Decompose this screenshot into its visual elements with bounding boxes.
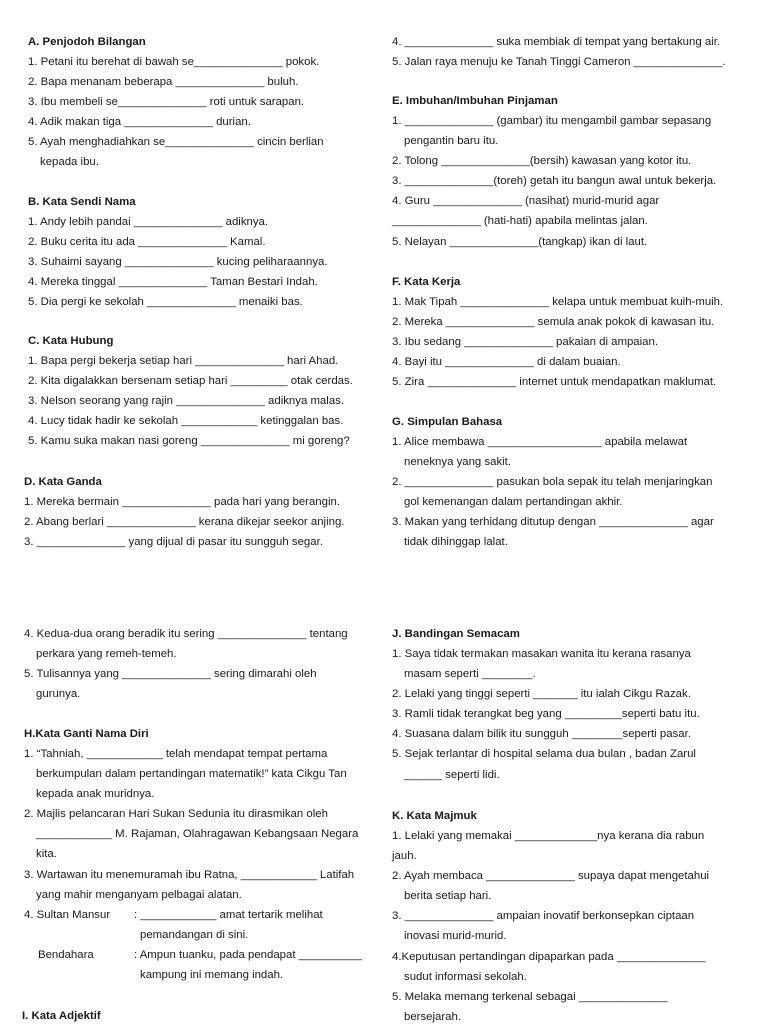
exercise-line: 4. Bayi itu ______________ di dalam buaian. [392,356,621,369]
exercise-line: perkara yang remeh-temeh. [36,648,177,661]
exercise-line: 3. Wartawan itu menemuramah ibu Ratna, ____________ Latifah [24,868,355,881]
exercise-line: 1. Lelaki yang memakai _____________nya kerana dia rabun [392,830,705,842]
section-k [392,806,752,1027]
section-d [24,472,368,552]
exercise-line: 3. Ibu sedang ______________ pakaian di ampaian. [392,336,659,349]
section-heading: B. Kata Sendi Nama [28,196,136,208]
dialogue-line [24,905,364,925]
section-g-continued [24,624,364,704]
exercise-line: neneknya yang sakit. [404,456,512,469]
dialogue-block [24,905,364,986]
dialogue-speaker: 4. Sultan Mansur [24,908,111,921]
exercise-line: 1. Saya tidak termakan masakan wanita itu kerana rasanya [392,648,691,660]
exercise-line: 3. Makan yang terhidang ditutup dengan ______________ agar [392,516,714,529]
exercise-line: 3. Ramli tidak terangkat beg yang _________seperti batu itu. [392,708,700,721]
exercise-line: 1. Alice membawa __________________ apabila melawat [392,436,688,448]
exercise-line: 1. “Tahniah, ____________ telah mendapat tempat pertama [24,748,328,760]
section-a [28,32,368,173]
exercise-line: 2. ______________ pasukan bola sepak itu telah menjaringkan [392,476,713,489]
section-heading: H.Kata Ganti Nama Diri [24,728,149,740]
exercise-line: 5. Sejak terlantar di hospital selama dua bulan , badan Zarul [392,748,696,761]
exercise-line: 5. Melaka memang terkenal sebagai ______________ [392,990,668,1003]
dialogue-speech: : ____________ amat tertarik melihat [134,908,323,921]
section-i [22,1006,364,1026]
exercise-line: 2. Ayah membaca ______________ supaya dapat mengetahui [392,870,710,883]
exercise-line: 1. Mak Tipah ______________ kelapa untuk membuat kuih-muih. [392,296,724,308]
exercise-line: 4. Adik makan tiga ______________ durian. [28,116,251,129]
section-j [392,624,752,785]
exercise-line: 2. Abang berlari ______________ kerana dikejar seekor anjing. [24,516,345,529]
exercise-line: gol kemenangan dalam pertandingan akhir. [404,496,623,509]
section-heading: I. Kata Adjektif [22,1010,101,1022]
dialogue-speaker: Bendahara [38,948,94,961]
exercise-line: gurunya. [36,688,81,701]
section-d-continued [392,32,752,72]
exercise-line: jauh. [392,850,417,863]
exercise-line: 3. Suhaimi sayang ______________ kucing peliharaannya. [28,256,328,269]
section-c [28,331,368,451]
section-heading: F. Kata Kerja [392,276,461,288]
exercise-line: 4.Keputusan pertandingan dipaparkan pada ______________ [392,950,706,963]
section-heading: C. Kata Hubung [28,335,114,347]
exercise-line: inovasi murid-murid. [404,930,507,943]
exercise-line: 3. Ibu membeli se______________ roti untuk sarapan. [28,96,305,109]
section-heading: G. Simpulan Bahasa [392,416,503,428]
exercise-line: 4. Kedua-dua orang beradik itu sering ______________ tentang [24,628,348,640]
exercise-line: 1. Andy lebih pandai ______________ adiknya. [28,216,269,228]
exercise-line: 3. ______________(toreh) getah itu bangun awal untuk bekerja. [392,175,717,188]
exercise-line: 2. Majlis pelancaran Hari Sukan Sedunia itu dirasmikan oleh [24,808,328,821]
exercise-line: bersejarah. [404,1010,461,1023]
exercise-line: 4. Mereka tinggal ______________ Taman Bestari Indah. [28,276,318,289]
section-e [392,91,752,252]
dialogue-speech: : Ampun tuanku, pada pendapat __________ [134,948,363,961]
exercise-line: 5. Zira ______________ internet untuk mendapatkan maklumat. [392,376,717,389]
exercise-line: 2. Tolong ______________(bersih) kawasan yang kotor itu. [392,155,692,168]
exercise-line: 3. ______________ ampaian inovatif berkonsepkan ciptaan [392,910,695,923]
exercise-line: kepada ibu. [40,156,99,169]
exercise-line: 5. Nelayan ______________(tangkap) ikan di laut. [392,235,648,248]
exercise-line: 3. Nelson seorang yang rajin ______________ adiknya malas. [28,395,344,408]
section-heading: J. Bandingan Semacam [392,628,520,640]
exercise-line: 4. Lucy tidak hadir ke sekolah ____________ ketinggalan bas. [28,415,344,428]
exercise-line: 2. Buku cerita itu ada ______________ Kamal. [28,236,266,249]
section-h [24,724,364,986]
dialogue-continuation: kampung ini memang indah. [140,969,284,982]
exercise-line: 2. Mereka ______________ semula anak pokok di kawasan itu. [392,316,715,329]
exercise-line: berkumpulan dalam pertandingan matematik!” kata Cikgu Tan [36,768,347,781]
exercise-line: 4. Guru ______________ (nasihat) murid-murid agar [392,195,660,208]
exercise-line: ______________ (hati-hati) apabila melintas jalan. [392,215,648,228]
exercise-line: 1. Mereka bermain ______________ pada hari yang berangin. [24,496,341,508]
exercise-line: 2. Kita digalakkan bersenam setiap hari _________ otak cerdas. [28,375,353,388]
section-heading: D. Kata Ganda [24,476,102,488]
exercise-line: 5. Dia pergi ke sekolah ______________ menaiki bas. [28,296,303,309]
exercise-line: tidak dihinggap lalat. [404,536,508,549]
exercise-line: 4. ______________ suka membiak di tempat yang bertakung air. [392,36,721,48]
exercise-line: 5. Jalan raya menuju ke Tanah Tinggi Cameron ______________. [392,56,726,69]
exercise-line: yang mahir menganyam pelbagai alatan. [36,888,242,901]
exercise-line: 1. Petani itu berehat di bawah se______________ pokok. [28,56,320,68]
dialogue-continuation: pemandangan di sini. [140,928,249,941]
section-g [392,412,752,553]
exercise-line: 4. Suasana dalam bilik itu sungguh ________seperti pasar. [392,728,691,741]
section-heading: K. Kata Majmuk [392,810,477,822]
section-heading: E. Imbuhan/Imbuhan Pinjaman [392,95,558,107]
exercise-line: berita setiap hari. [404,890,492,903]
section-b [28,192,368,312]
exercise-line: kepada anak muridnya. [36,788,155,801]
exercise-line: 1. Bapa pergi bekerja setiap hari ______________ hari Ahad. [28,355,339,367]
section-f [392,272,752,392]
exercise-line: sudut informasi sekolah. [404,970,527,983]
exercise-line: ______ seperti lidi. [404,768,500,781]
exercise-line: ____________ M. Rajaman, Olahragawan Kebangsaan Negara [36,828,359,841]
exercise-line: pengantin baru itu. [404,135,499,148]
exercise-line: 3. ______________ yang dijual di pasar itu sungguh segar. [24,536,323,549]
exercise-line: kita. [36,848,57,861]
exercise-line: 5. Kamu suka makan nasi goreng ______________ mi goreng? [28,435,350,448]
exercise-line: 1. ______________ (gambar) itu mengambil gambar sepasang [392,115,712,127]
exercise-line: masam seperti ________. [404,668,536,681]
exercise-line: 2. Bapa menanam beberapa ______________ buluh. [28,76,299,89]
exercise-line: 5. Tulisannya yang ______________ sering dimarahi oleh [24,668,317,681]
exercise-line: 5. Ayah menghadiahkan se______________ cincin berlian [28,136,324,149]
dialogue-line [24,945,364,965]
section-heading: A. Penjodoh Bilangan [28,36,146,48]
exercise-line: 2. Lelaki yang tinggi seperti _______ itu ialah Cikgu Razak. [392,688,691,701]
